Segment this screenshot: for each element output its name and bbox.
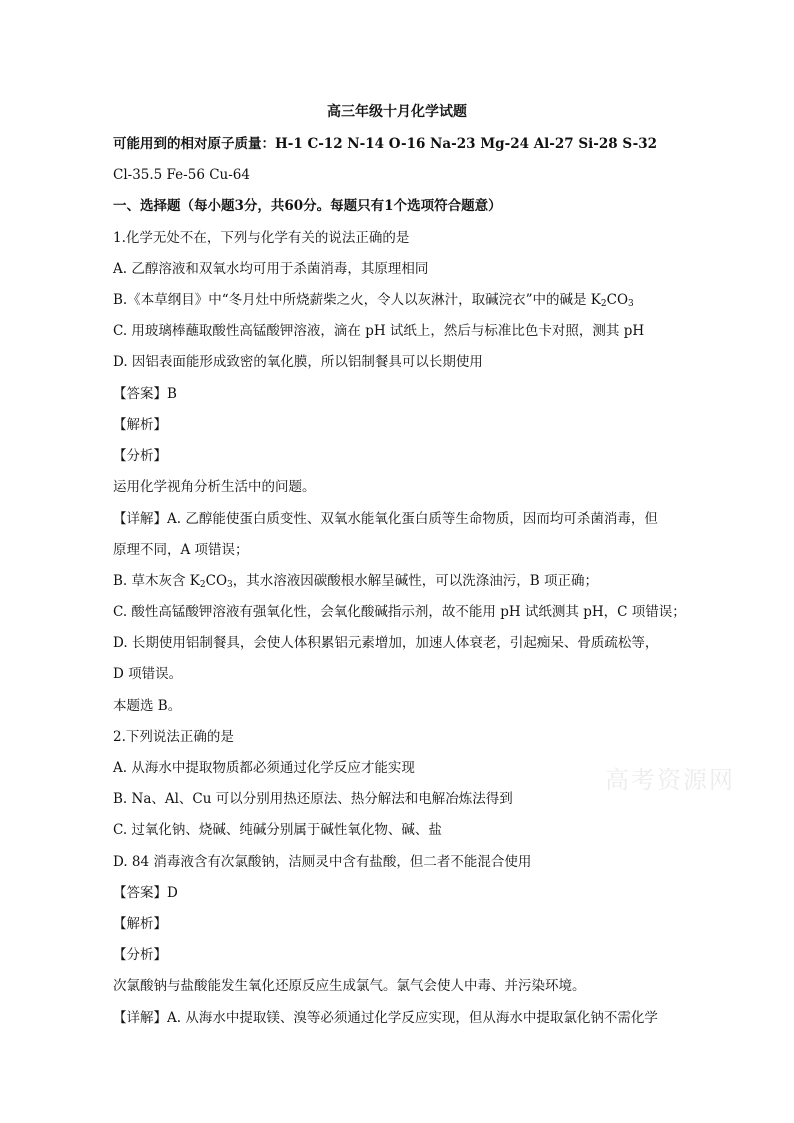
atomic-mass-line-2: Cl-35.5 Fe-56 Cu-64 (113, 167, 250, 183)
q1-detail-d-line-2: D 项错误。 (113, 666, 183, 682)
q1-conclusion: 本题选 B。 (113, 698, 182, 714)
q2-option-b: B. Na、Al、Cu 可以分别用热还原法、热分解法和电解冶炼法得到 (113, 791, 513, 807)
q2-option-a: A. 从海水中提取物质都必须通过化学反应才能实现 (113, 760, 415, 776)
q1-option-c: C. 用玻璃棒蘸取酸性高锰酸钾溶液，滴在 pH 试纸上，然后与标准比色卡对照，测其 pH (113, 323, 645, 339)
subscript: 2 (199, 580, 206, 590)
q1-fenxi-text: 运用化学视角分析生活中的问题。 (113, 479, 316, 495)
atomic-mass-line-1: 可能用到的相对原子质量：H-1 C-12 N-14 O-16 Na-23 Mg-24 Al-27 Si-28 S-32 (113, 136, 658, 152)
subscript: 3 (628, 299, 634, 309)
q1-option-b (113, 291, 634, 313)
q1-detail-d-line-1: D. 长期使用铝制餐具，会使人体积累铝元素增加，加速人体衰老，引起痴呆、骨质疏松等， (113, 635, 659, 651)
q1-option-b-text: B.《本草纲目》中“冬月灶中所烧薪柴之火，令人以灰淋汁，取碱浣衣”中的碱是 K (113, 292, 601, 308)
q1-stem: 1.化学无处不在，下列与化学有关的说法正确的是 (113, 230, 410, 246)
q2-jiexi-label: 【解析】 (113, 916, 167, 932)
q1-answer: 【答案】B (113, 386, 177, 402)
q1-detail-b (113, 572, 598, 594)
q2-stem: 2.下列说法正确的是 (113, 729, 234, 745)
q1-detail-b-text: B. 草木灰含 K (113, 573, 200, 589)
q1-detail-c: C. 酸性高锰酸钾溶液有强氧化性，会氧化酸碱指示剂，故不能用 pH 试纸测其 pH，C 项错误； (113, 604, 686, 620)
q2-detail-a-line-1: 【详解】A. 从海水中提取镁、溴等必须通过化学反应实现，但从海水中提取氯化钠不需化学 (113, 1010, 658, 1026)
q2-fenxi-text: 次氯酸钠与盐酸能发生氧化还原反应生成氯气。氯气会使人中毒、并污染环境。 (113, 978, 586, 994)
page-title: 高三年级十月化学试题 (327, 104, 467, 120)
q1-option-d: D. 因铝表面能形成致密的氧化膜，所以铝制餐具可以长期使用 (113, 354, 483, 370)
watermark: 高考资源网 (605, 766, 735, 794)
subscript: 3 (227, 580, 233, 590)
q2-option-d: D. 84 消毒液含有次氯酸钠，洁厕灵中含有盐酸，但二者不能混合使用 (113, 854, 532, 870)
section-heading: 一、选择题（每小题3分，共60分。每题只有1个选项符合题意） (113, 198, 502, 214)
formula-text: CO (205, 573, 228, 589)
q2-fenxi-label: 【分析】 (113, 947, 167, 963)
q1-detail-a-line-2: 原理不同，A 项错误； (113, 542, 249, 558)
formula-text: CO (606, 292, 629, 308)
q1-detail-b-rest: ，其水溶液因碳酸根水解呈碱性，可以洗涤油污，B 项正确； (232, 573, 598, 589)
subscript: 2 (600, 299, 607, 309)
q2-answer: 【答案】D (113, 885, 178, 901)
q2-option-c: C. 过氧化钠、烧碱、纯碱分别属于碱性氧化物、碱、盐 (113, 822, 442, 838)
q1-jiexi-label: 【解析】 (113, 417, 167, 433)
q1-fenxi-label: 【分析】 (113, 448, 167, 464)
q1-option-a: A. 乙醇溶液和双氧水均可用于杀菌消毒，其原理相同 (113, 261, 429, 277)
q1-detail-a-line-1: 【详解】A. 乙醇能使蛋白质变性、双氧水能氧化蛋白质等生命物质，因而均可杀菌消毒，但 (113, 511, 658, 527)
